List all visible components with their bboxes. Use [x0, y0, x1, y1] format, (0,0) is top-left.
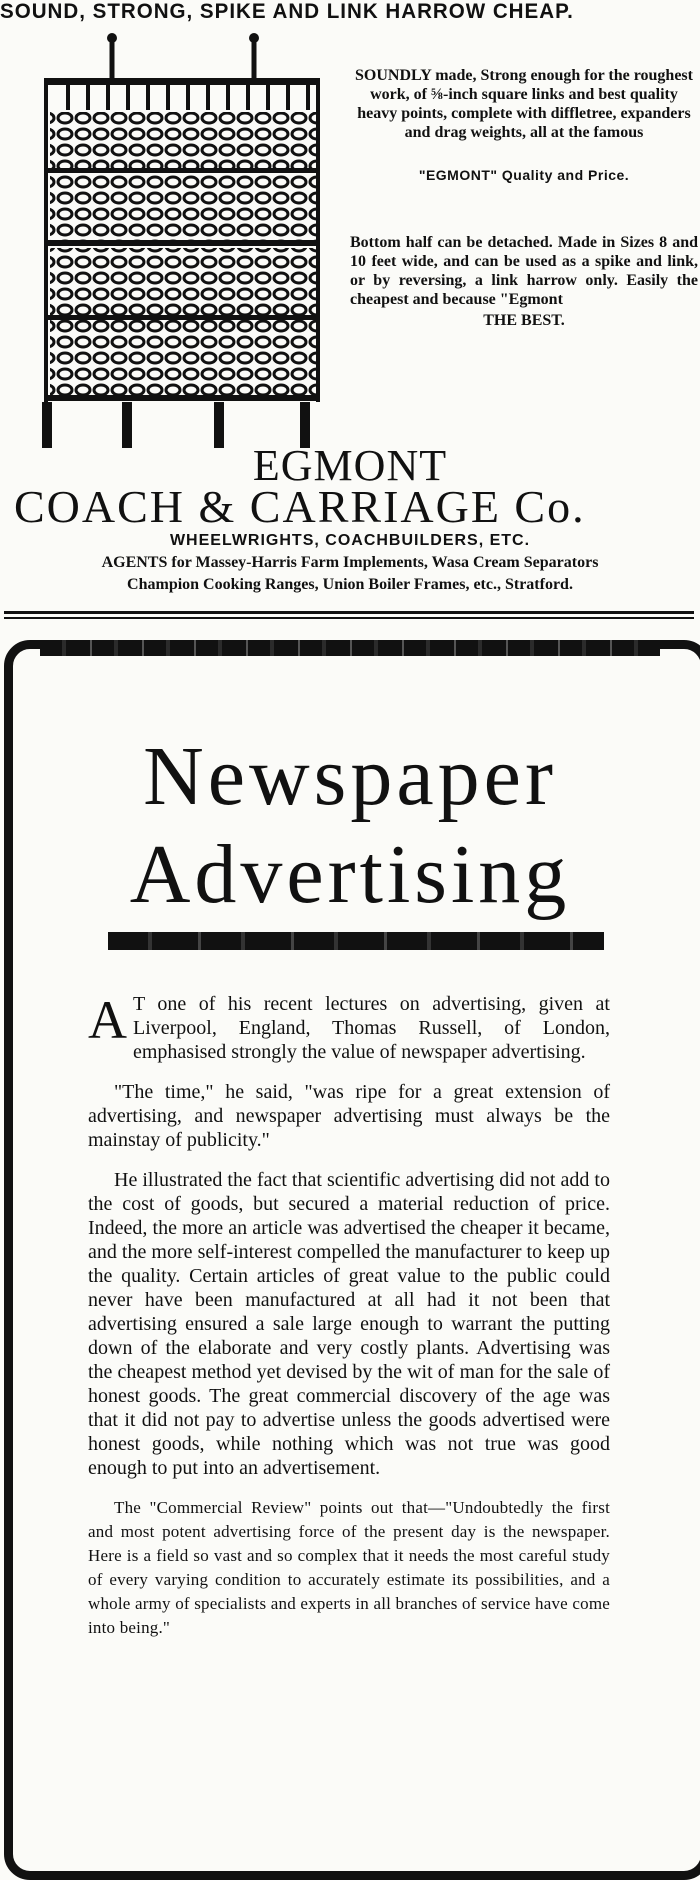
company-name-line-1: EGMONT [252, 441, 448, 490]
article-paragraph-4: The "Commercial Review" points out that—"Undoubtedly the first and most potent advertising force of the present day is the newspaper. Here is a field so vast and so complex that it needs the most careful study of every varying condition to accurately estimate its possibilities, and a whole army of specialists and experts in all branches of service have come into being." [88, 1498, 610, 1637]
article-body [88, 992, 610, 1656]
company-agents-line-1: AGENTS for Massey-Harris Farm Implements, Wasa Cream Separators [101, 554, 599, 571]
frame-top-bar [40, 640, 660, 656]
section-rule [4, 611, 694, 614]
ad-copy-paragraph-1: SOUNDLY made, Strong enough for the roughest work, of ⅝-inch square links and best quality heavy points, complete with diffletree, expanders and drag weights, all at the famous [355, 67, 693, 141]
section-rule-thin [4, 617, 694, 619]
article-paragraph-1: AT one of his recent lectures on advertising, given at Liverpool, England, Thomas Russell, of London, emphasised strongly the value of newspaper advertising. [88, 990, 610, 1063]
article-paragraph-2: "The time," he said, "was ripe for a great extension of advertising, and newspaper advertising must always be the mainstay of publicity." [88, 1081, 610, 1151]
harrow-illustration [38, 30, 328, 450]
company-name-line-2: COACH & CARRIAGE Co. [14, 481, 586, 532]
ad-quality-line: "EGMONT" Quality and Price. [418, 167, 630, 183]
ad-headline: SOUND, STRONG, SPIKE AND LINK HARROW CHEAP. [0, 0, 574, 23]
title-underline-bar [108, 932, 604, 950]
ad-copy [350, 66, 698, 330]
company-agents-lines [0, 552, 700, 596]
ad-copy-paragraph-2: Bottom half can be detached. Made in Sizes 8 and 10 feet wide, and can be used as a spike and link, or by reversing, a link harrow only. Easily the cheapest and because "Egmont [350, 234, 698, 308]
article-title [0, 728, 700, 924]
ad-the-best: THE BEST. [483, 312, 565, 329]
company-agents-line-2: Champion Cooking Ranges, Union Boiler Frames, etc., Stratford. [127, 576, 573, 593]
article-title-line-1: Newspaper [143, 730, 557, 823]
company-trades-line: WHEELWRIGHTS, COACHBUILDERS, ETC. [169, 532, 531, 549]
article-paragraph-3: He illustrated the fact that scientific advertising did not add to the cost of goods, but secured a material reduction of price. Indeed, the more an article was advertised the cheaper it became, and the more self-interest compelled the manufacturer to keep up the quality. Certain articles of great value to the public could never have been manufactured at all had it not been that advertising ensured a sale large enough to warrant the putting down of the elaborate and very costly plants. Advertising was the cheapest method yet devised by the wit of man for the sale of honest goods. The great commercial discovery of the age was that it did not pay to advertise unless the goods advertised were honest goods, while nothing which was not true was good enough to put into an advertisement. [88, 1169, 610, 1479]
article-title-line-2: Advertising [129, 828, 571, 921]
